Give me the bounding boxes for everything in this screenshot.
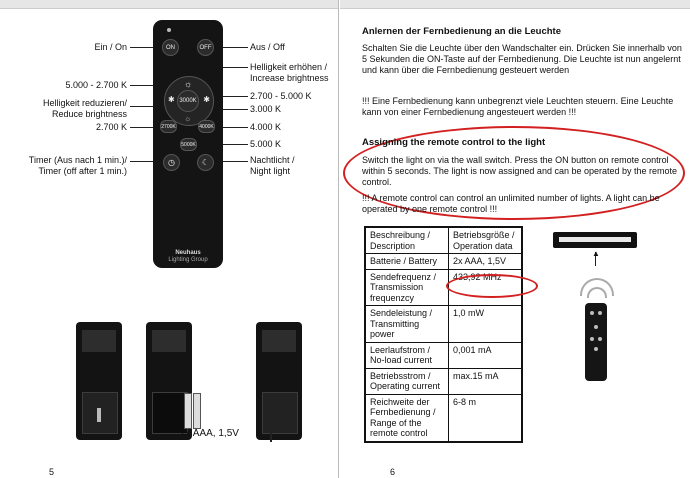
battery-cover: [262, 392, 298, 434]
label-k4000: 4.000 K: [250, 122, 282, 132]
label-k5000: 5.000 K: [250, 139, 282, 149]
paragraph-de-2: !!! Eine Fernbedienung kann unbegrenzt viele Leuchten steuern. Eine Leuchte kann von einer Fernbedienung angesteuert werden !!!: [362, 96, 674, 117]
remote-button: [598, 311, 602, 315]
spec-table: [364, 226, 523, 443]
remote-control-front: [153, 20, 223, 268]
remote-button: [594, 325, 598, 329]
label-range-warm: 5.000 - 2.700 K: [65, 80, 127, 90]
page-number: 6: [390, 467, 396, 477]
indicator-led: [167, 28, 171, 32]
table-cell: Sendeleistung / Transmitting power: [365, 306, 449, 343]
remote-back-closing: [256, 322, 302, 440]
red-highlight-oval: [446, 274, 538, 298]
table-cell: max.15 mA: [449, 368, 523, 394]
timer-button[interactable]: [163, 154, 180, 171]
brand-logo: Neuhaus Lighting Group: [168, 250, 208, 263]
3000k-button[interactable]: 3000K: [177, 90, 199, 112]
label-off: Aus / Off: [250, 42, 285, 52]
table-cell: Batterie / Battery: [365, 254, 449, 270]
label-night-en: Night light: [250, 166, 291, 176]
5000k-button[interactable]: 5000K: [180, 138, 197, 151]
paragraph-en-2: !!! A remote control can control an unlimited number of lights. A light can be operated by one remote control !!!: [362, 193, 660, 214]
table-cell: 0,001 mA: [449, 342, 523, 368]
table-row: [365, 368, 522, 394]
table-cell: Betriebsstrom / Operating current: [365, 368, 449, 394]
paragraph-en-1: Switch the light on via the wall switch. Press the ON button on remote control within 5 seconds. The light is now assigned and can be operated by the remote control.: [362, 155, 678, 187]
remote-control-small: [585, 303, 607, 381]
table-cell: 2x AAA, 1,5V: [449, 254, 523, 270]
remote-button: [590, 337, 594, 341]
table-row: [365, 394, 522, 442]
label-brighter-en: Increase brightness: [250, 73, 329, 83]
off-button[interactable]: OFF: [197, 39, 214, 56]
table-row: [365, 254, 522, 270]
label-k3000: 3.000 K: [250, 104, 282, 114]
arrow-head-icon: ▲: [592, 249, 600, 258]
remote-button: [594, 347, 598, 351]
night-light-button[interactable]: [197, 154, 214, 171]
page-number: 5: [49, 467, 55, 477]
cooler-icon[interactable]: ✱: [203, 95, 210, 104]
table-row: [365, 306, 522, 343]
warmer-icon[interactable]: ✱: [168, 95, 175, 104]
product-label: [152, 330, 186, 352]
table-cell: Sendefrequenz / Transmission frequenzcy: [365, 269, 449, 306]
heading-de: Anlernen der Fernbedienung an die Leuchte: [362, 26, 561, 37]
on-button[interactable]: ON: [162, 39, 179, 56]
battery-icon: [193, 393, 201, 429]
arrow-down-icon: [97, 408, 101, 422]
heading-en: Assigning the remote control to the light: [362, 137, 546, 148]
2700k-button[interactable]: 2700K: [160, 120, 177, 133]
clock-icon: ◷: [168, 158, 175, 167]
table-cell: 1,0 mW: [449, 306, 523, 343]
remote-button: [598, 337, 602, 341]
page-top-strip: [340, 0, 690, 9]
remote-button: [590, 311, 594, 315]
brightness-up-icon[interactable]: ☼: [184, 79, 193, 89]
label-brighter-de: Helligkeit erhöhen /: [250, 62, 328, 72]
light-fixture-diffuser: [559, 237, 631, 242]
battery-icon: [184, 393, 192, 429]
remote-back-closed: [76, 322, 122, 440]
label-dimmer-en: Reduce brightness: [51, 109, 127, 119]
table-header-cell: Betriebsgröße / Operation data: [449, 227, 523, 254]
label-timer-de: Timer (Aus nach 1 min.)/: [28, 155, 127, 165]
table-cell: 433,92 MHz: [449, 269, 523, 306]
right-page: [340, 0, 690, 478]
label-dimmer-de: Helligkeit reduzieren/: [42, 98, 127, 108]
table-row: [365, 342, 522, 368]
table-cell: Reichweite der Fernbedienung / Range of the remote control: [365, 394, 449, 442]
product-label: [262, 330, 296, 352]
moon-icon: ☾: [201, 158, 210, 167]
4000k-button[interactable]: 4000K: [198, 120, 215, 133]
product-label: [82, 330, 116, 352]
label-k2700: 2.700 K: [95, 122, 127, 132]
left-page: [0, 0, 339, 478]
battery-label: 2x AAA, 1,5V: [180, 428, 239, 439]
table-header-row: [365, 227, 522, 254]
page-top-strip: [0, 0, 338, 9]
arrow-up-icon: [270, 428, 272, 442]
paragraph-de-1: Schalten Sie die Leuchte über den Wandschalter ein. Drücken Sie innerhalb von 5 Sekunden die ON-Taste auf der Fernbedienung. Die Leuchte ist nun angelernt und kann über die Fernbedienung gesteuert werden: [362, 43, 682, 75]
label-range-cool: 2.700 - 5.000 K: [250, 91, 312, 101]
table-cell: 6-8 m: [449, 394, 523, 442]
brightness-down-icon[interactable]: ☼: [184, 114, 192, 123]
label-on: Ein / On: [94, 42, 127, 52]
table-cell: Leerlaufstrom / No-load current: [365, 342, 449, 368]
label-night-de: Nachtlicht /: [250, 155, 295, 165]
light-fixture-image: [553, 232, 637, 248]
label-timer-en: Timer (off after 1 min.): [38, 166, 127, 176]
table-header-cell: Beschreibung / Description: [365, 227, 449, 254]
